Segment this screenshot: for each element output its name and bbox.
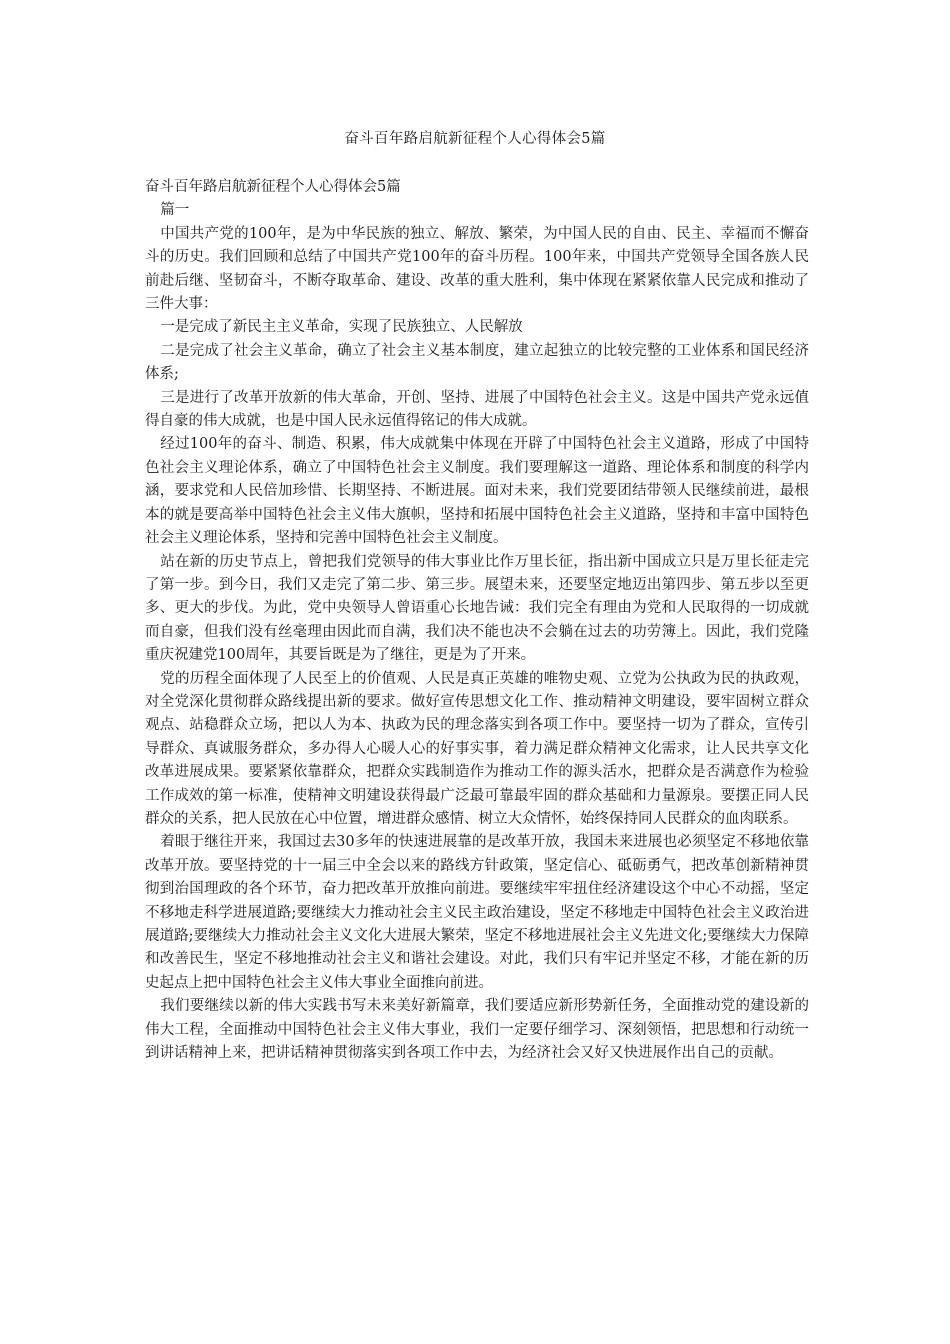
document-body [145,176,809,1065]
paragraph: 一是完成了新民主主义革命，实现了民族独立、人民解放 [160,319,523,336]
section-heading: 篇一 [160,202,190,219]
paragraph: 党的历程全面体现了人民至上的价值观、人民是真正英雄的唯物史观、立党为公执政为民的执政观，对全党深化贯彻群众路线提出新的要求。做好宣传思想文化工作、推动精神文明建设，要牢固树立群众观点、站稳群众立场，把以人为本、执政为民的理念落实到各项工作中。要坚持一切为了群众，宣传引导群众、真诚服务群众，多办得人心暖人心的好事实事，着力满足群众精神文化需求，让人民共享文化改革进展成果。要紧紧依靠群众，把群众实践制造作为推动工作的源头活水，把群众是否满意作为检验工作成效的第一标准，使精神文明建设获得最广泛最可靠最牢固的群众基础和力量源泉。要摆正同人民群众的关系，把人民放在心中位置，增进群众感情、树立大众情怀，始终保持同人民群众的血肉联系。 [145,670,809,827]
paragraph: 经过100年的奋斗、制造、积累，伟大成就集中体现在开辟了中国特色社会主义道路，形成了中国特色社会主义理论体系，确立了中国特色社会主义制度。我们要理解这一道路、理论体系和制度的科学内涵，要求党和人民倍加珍惜、长期坚持、不断进展。面对未来，我们党要团结带领人民继续前进，最根本的就是要高举中国特色社会主义伟大旗帜，坚持和拓展中国特色社会主义道路，坚持和丰富中国特色社会主义理论体系，坚持和完善中国特色社会主义制度。 [145,436,809,547]
paragraph: 着眼于继往开来，我国过去30多年的快速进展靠的是改革开放，我国未来进展也必须坚定不移地依靠改革开放。要坚持党的十一届三中全会以来的路线方针政策，坚定信心、砥砺勇气，把改革创新精神贯彻到治国理政的各个环节，奋力把改革开放推向前进。要继续牢牢扭住经济建设这个中心不动摇，坚定不移地走科学进展道路;要继续大力推动社会主义民主政治建设，坚定不移地走中国特色社会主义政治进展道路;要继续大力推动社会主义文化大进展大繁荣，坚定不移地进展社会主义先进文化;要继续大力保障和改善民生，坚定不移地推动社会主义和谐社会建设。对此，我们只有牢记并坚定不移，才能在新的历史起点上把中国特色社会主义伟大事业全面推向前进。 [145,834,809,991]
paragraph: 我们要继续以新的伟大实践书写未来美好新篇章，我们要适应新形势新任务，全面推动党的建设新的伟大工程，全面推动中国特色社会主义伟大事业，我们一定要仔细学习、深刻领悟，把思想和行动统一到讲话精神上来，把讲话精神贯彻落实到各项工作中去，为经济社会又好又快进展作出自己的贡献。 [145,998,809,1062]
paragraph: 三是进行了改革开放新的伟大革命，开创、坚持、进展了中国特色社会主义。这是中国共产党永远值得自豪的伟大成就，也是中国人民永远值得铭记的伟大成就。 [145,389,809,430]
document-subtitle: 奋斗百年路启航新征程个人心得体会5篇 [145,179,401,195]
paragraph: 站在新的历史节点上，曾把我们党领导的伟大事业比作万里长征，指出新中国成立只是万里长征走完了第一步。到今日，我们又走完了第二步、第三步。展望未来，还要坚定地迈出第四步、第五步以至更多、更大的步伐。为此，党中央领导人曾语重心长地告诫：我们完全有理由为党和人民取得的一切成就而自豪，但我们没有丝毫理由因此而自满，我们决不能也决不会躺在过去的功劳簿上。因此，我们党隆重庆祝建党100周年，其要旨既是为了继往，更是为了开来。 [145,553,809,664]
paragraph: 二是完成了社会主义革命，确立了社会主义基本制度，建立起独立的比较完整的工业体系和国民经济体系; [145,342,809,383]
document-title: 奋斗百年路启航新征程个人心得体会5篇 [344,131,606,147]
paragraph: 中国共产党的100年，是为中华民族的独立、解放、繁荣，为中国人民的自由、民主、幸福而不懈奋斗的历史。我们回顾和总结了中国共产党100年的奋斗历程。100年来，中国共产党领导全国各族人民前赴后继、坚韧奋斗，不断夺取革命、建设、改革的重大胜利，集中体现在紧紧依靠人民完成和推动了三件大事： [145,225,809,313]
